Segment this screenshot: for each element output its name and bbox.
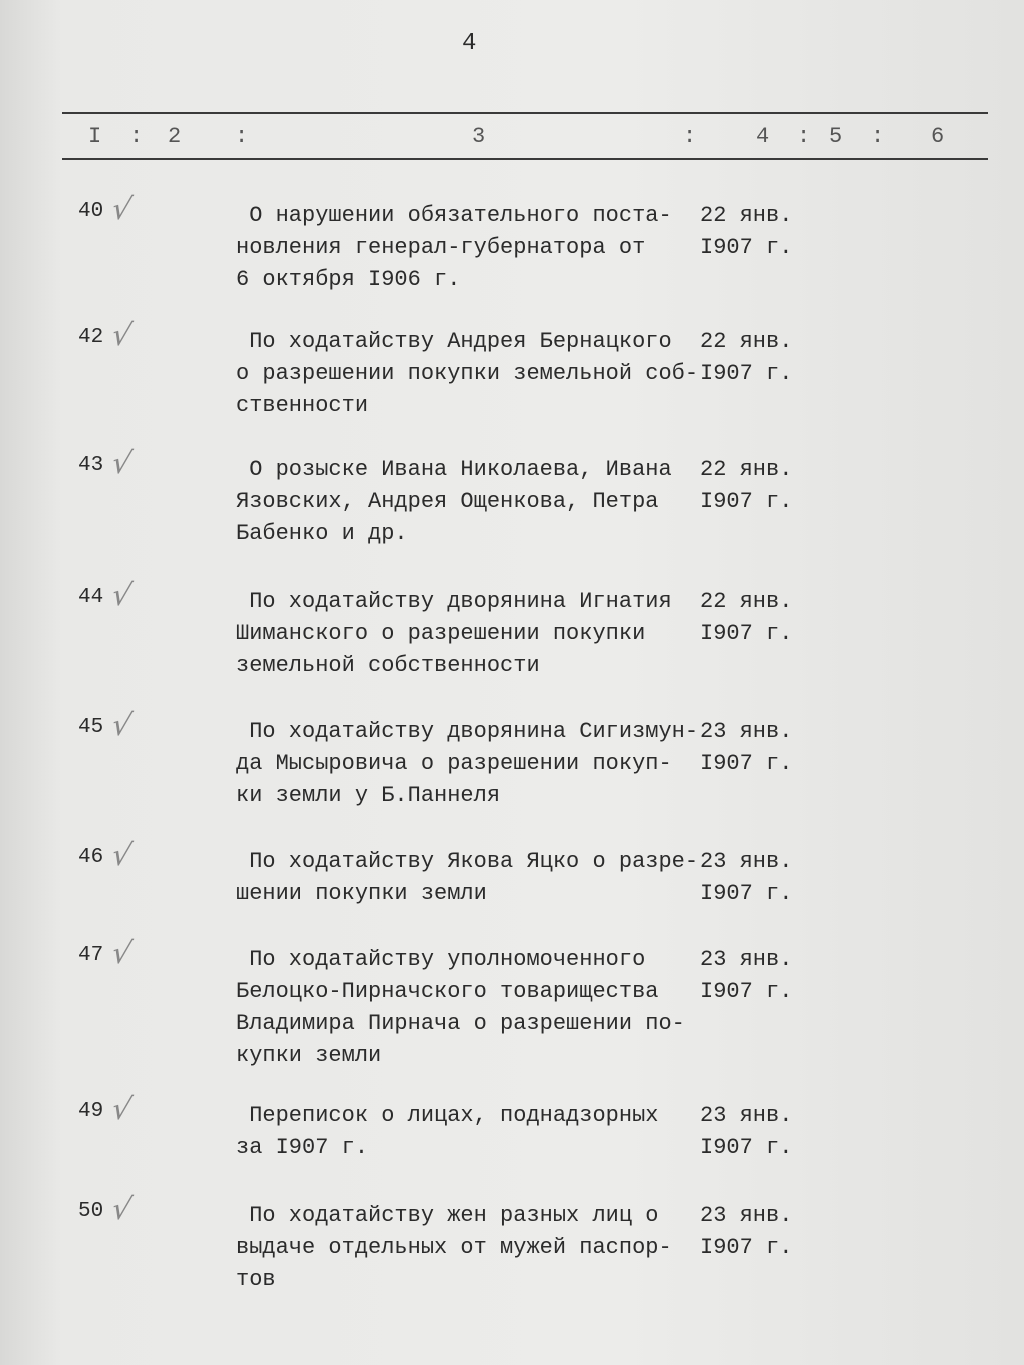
description-line: шении покупки земли (236, 881, 487, 906)
description-line: По ходатайству дворянина Игнатия (236, 589, 672, 614)
date-line: 23 янв. (700, 1103, 793, 1128)
column-header: 3 (472, 124, 486, 149)
entry-number: 43 (78, 454, 104, 477)
date-line: I907 г. (700, 1135, 793, 1160)
date-line: 22 янв. (700, 589, 793, 614)
entry-date (700, 326, 792, 390)
description-line: ки земли у Б.Паннеля (236, 783, 501, 808)
checkmark-icon: √ (108, 1092, 135, 1127)
date-line: I907 г. (700, 979, 793, 1004)
entry-number: 44 (78, 586, 104, 609)
description-line: тов (236, 1267, 276, 1292)
date-line: I907 г. (700, 881, 793, 906)
entry-date (700, 846, 792, 910)
entry-description (236, 944, 685, 1072)
checkmark-icon: √ (108, 578, 135, 613)
description-line: Владимира Пирнача о разрешении по- (236, 1011, 685, 1036)
description-line: О нарушении обязательного поста- (236, 203, 672, 228)
column-separator: : (797, 124, 811, 149)
date-line: 22 янв. (700, 329, 793, 354)
entry-description (236, 846, 698, 910)
entry-date (700, 944, 792, 1008)
description-line: о разрешении покупки земельной соб- (236, 361, 699, 386)
entry-number: 45 (78, 716, 104, 739)
entry-date (700, 200, 792, 264)
date-line: I907 г. (700, 1235, 793, 1260)
description-line: По ходатайству жен разных лиц о (236, 1203, 659, 1228)
description-line: выдаче отдельных от мужей паспор- (236, 1235, 672, 1260)
column-separator: : (871, 124, 885, 149)
description-line: земельной собственности (236, 653, 540, 678)
entry-number: 42 (78, 326, 104, 349)
date-line: 23 янв. (700, 719, 793, 744)
date-line: I907 г. (700, 751, 793, 776)
entry-description (236, 586, 672, 682)
entry-number: 49 (78, 1100, 104, 1123)
description-line: Язовских, Андрея Ощенкова, Петра (236, 489, 659, 514)
checkmark-icon: √ (108, 1192, 135, 1227)
entry-date (700, 586, 792, 650)
page-number: 4 (462, 30, 477, 57)
description-line: Шиманского о разрешении покупки (236, 621, 646, 646)
description-line: По ходатайству дворянина Сигизмун- (236, 719, 699, 744)
date-line: 23 янв. (700, 947, 793, 972)
entry-number: 46 (78, 846, 104, 869)
entry-date (700, 454, 792, 518)
entry-description (236, 326, 698, 422)
entry-description (236, 454, 672, 550)
description-line: да Мысыровича о разрешении покуп- (236, 751, 672, 776)
header-rule-bottom (62, 158, 988, 160)
column-header: 5 (829, 124, 843, 149)
description-line: ственности (236, 393, 369, 418)
column-header: 6 (931, 124, 945, 149)
checkmark-icon: √ (108, 192, 135, 227)
entry-description (236, 1200, 672, 1296)
entry-number: 40 (78, 200, 104, 223)
checkmark-icon: √ (108, 318, 135, 353)
entry-number: 50 (78, 1200, 104, 1223)
checkmark-icon: √ (108, 936, 135, 971)
checkmark-icon: √ (108, 708, 135, 743)
description-line: По ходатайству уполномоченного (236, 947, 646, 972)
checkmark-icon: √ (108, 446, 135, 481)
date-line: I907 г. (700, 489, 793, 514)
description-line: О розыске Ивана Николаева, Ивана (236, 457, 672, 482)
description-line: Белоцко-Пирначского товарищества (236, 979, 659, 1004)
description-line: По ходатайству Андрея Бернацкого (236, 329, 672, 354)
date-line: 22 янв. (700, 203, 793, 228)
description-line: 6 октября I906 г. (236, 267, 461, 292)
entry-date (700, 716, 792, 780)
description-line: По ходатайству Якова Яцко о разре- (236, 849, 699, 874)
checkmark-icon: √ (108, 838, 135, 873)
column-header: 4 (756, 124, 770, 149)
entry-date (700, 1100, 792, 1164)
description-line: купки земли (236, 1043, 382, 1068)
date-line: I907 г. (700, 621, 793, 646)
description-line: Бабенко и др. (236, 521, 408, 546)
entry-number: 47 (78, 944, 104, 967)
date-line: 23 янв. (700, 849, 793, 874)
date-line: I907 г. (700, 235, 793, 260)
entry-date (700, 1200, 792, 1264)
date-line: 23 янв. (700, 1203, 793, 1228)
column-separator: : (683, 124, 697, 149)
column-header: 2 (168, 124, 182, 149)
description-line: Переписок о лицах, поднадзорных (236, 1103, 659, 1128)
entry-description (236, 200, 672, 296)
description-line: новления генерал-губернатора от (236, 235, 646, 260)
date-line: 22 янв. (700, 457, 793, 482)
date-line: I907 г. (700, 361, 793, 386)
entry-description (236, 716, 698, 812)
column-separator: : (235, 124, 249, 149)
column-header: I (88, 124, 102, 149)
description-line: за I907 г. (236, 1135, 369, 1160)
column-separator: : (130, 124, 144, 149)
entry-description (236, 1100, 658, 1164)
header-rule-top (62, 112, 988, 114)
